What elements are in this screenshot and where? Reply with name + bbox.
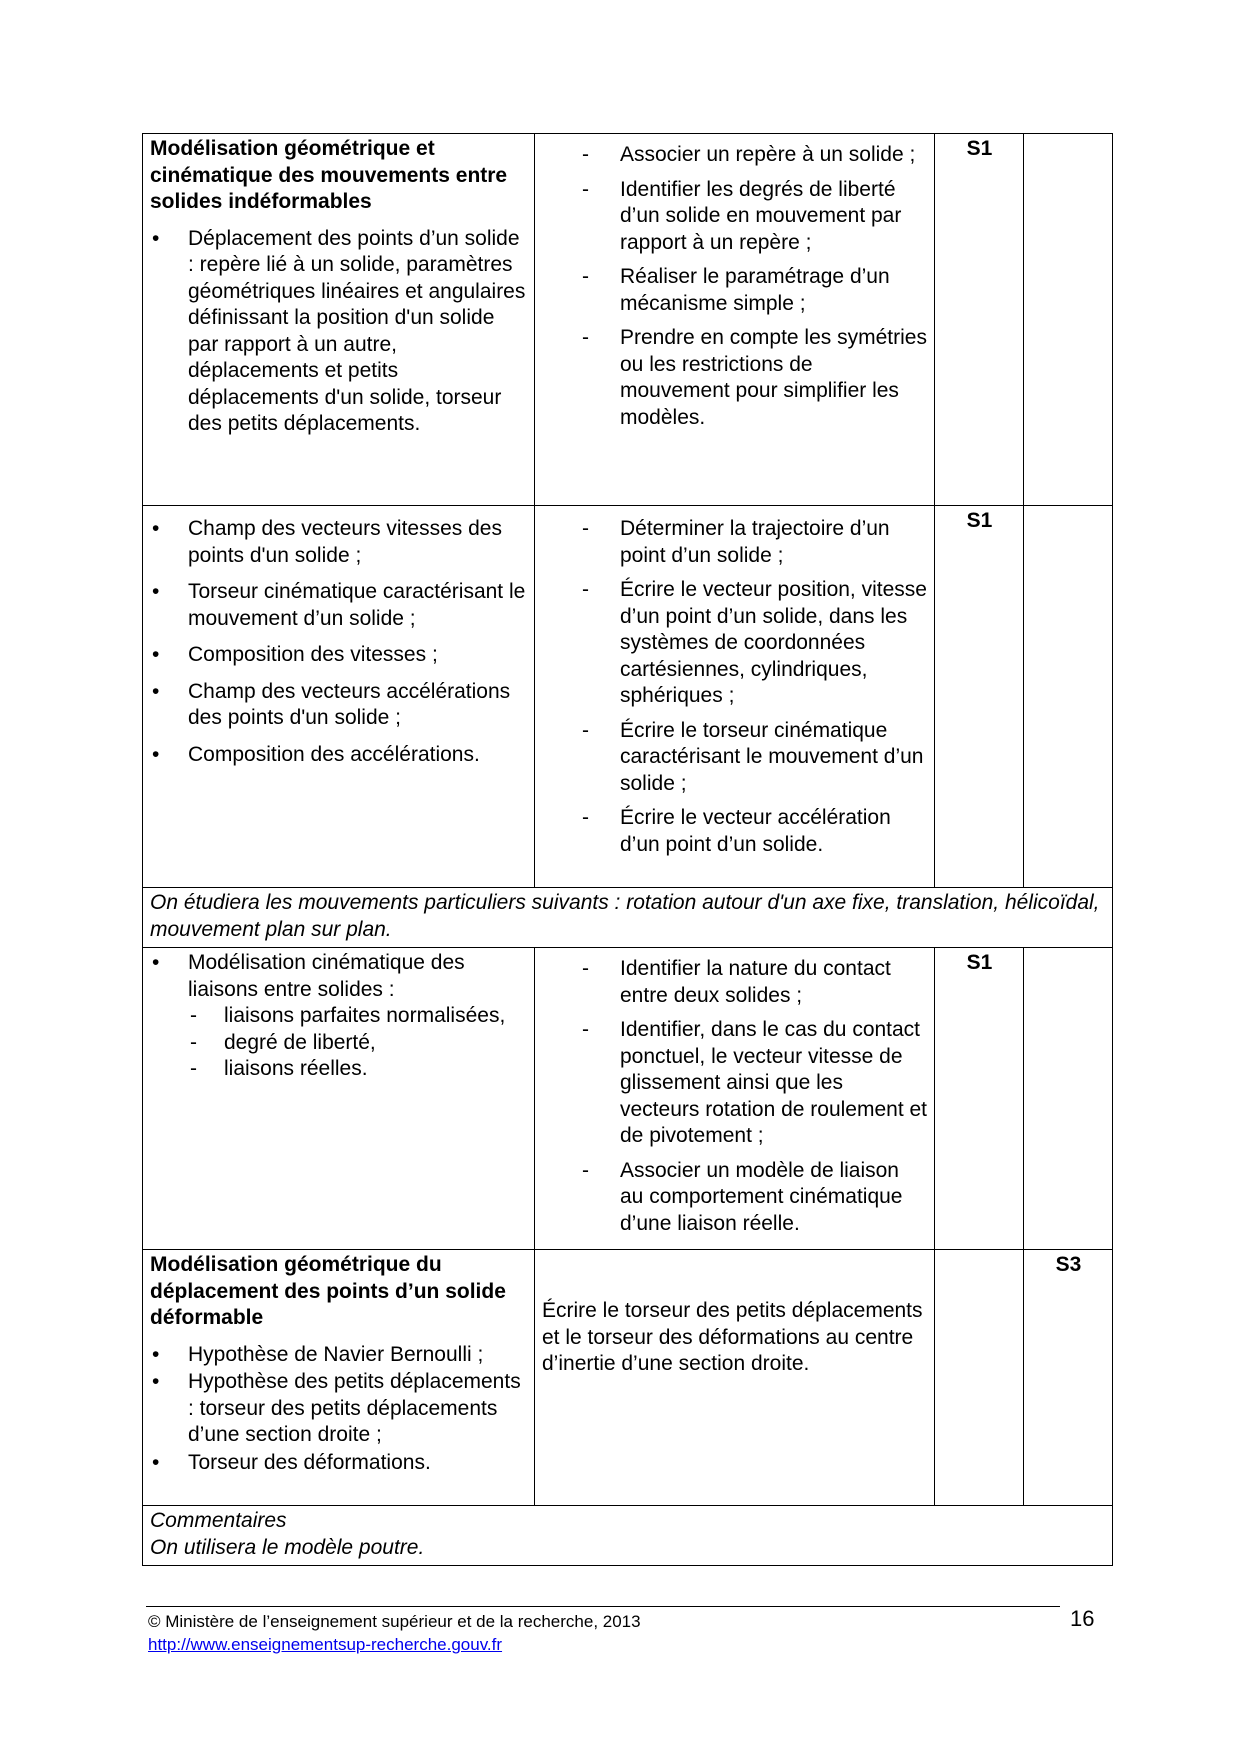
program-table bbox=[142, 133, 1113, 1566]
skill-text: Écrire le torseur des petits déplacements et le torseur des déformations au centre d’inertie d’une section droite. bbox=[542, 1299, 923, 1375]
list-item: • Torseur cinématique caractérisant le mouvement d’un solide ; bbox=[150, 579, 528, 632]
content-cell bbox=[143, 506, 535, 888]
footer-link[interactable]: http://www.enseignementsup-recherche.gouv.fr bbox=[148, 1635, 503, 1654]
skill-item: - Identifier la nature du contact entre deux solides ; bbox=[542, 956, 928, 1009]
skills-cell bbox=[535, 134, 935, 506]
sub-item: - liaisons parfaites normalisées, bbox=[188, 1003, 528, 1030]
footer bbox=[148, 1610, 641, 1656]
level-cell-empty bbox=[1024, 506, 1113, 888]
skills-cell bbox=[535, 506, 935, 888]
level-cell-empty bbox=[1024, 948, 1113, 1250]
list-item: • Champ des vecteurs accélérations des points d'un solide ; bbox=[150, 679, 528, 732]
list-item bbox=[150, 950, 528, 1083]
skills-cell bbox=[535, 1250, 935, 1506]
section-heading: Modélisation géométrique et cinématique des mouvements entre solides indéformables bbox=[150, 137, 508, 213]
skill-item: - Écrire le vecteur position, vitesse d’un point d’un solide, dans les systèmes de coordonnées cartésiennes, cylindriques, sphériques ; bbox=[542, 577, 928, 710]
content-cell bbox=[143, 948, 535, 1250]
footer-divider bbox=[146, 1606, 1060, 1607]
table-row bbox=[143, 506, 1113, 888]
content-cell bbox=[143, 134, 535, 506]
skill-item: - Déterminer la trajectoire d’un point d’un solide ; bbox=[542, 516, 928, 569]
list-item: • Composition des accélérations. bbox=[150, 742, 528, 769]
list-item: • Déplacement des points d’un solide : repère lié à un solide, paramètres géométriques linéaires et angulaires définissant la position d'un solide par rapport à un autre, déplacements et petits déplacements d'un solide, torseur des petits déplacements. bbox=[150, 226, 528, 438]
level-cell: S1 bbox=[935, 506, 1024, 888]
list-item: • Hypothèse de Navier Bernoulli ; bbox=[150, 1342, 528, 1369]
comments-cell bbox=[143, 1506, 1113, 1566]
table-row bbox=[143, 888, 1113, 948]
page-number: 16 bbox=[1070, 1606, 1095, 1631]
table-row bbox=[143, 948, 1113, 1250]
skill-item: - Identifier, dans le cas du contact ponctuel, le vecteur vitesse de glissement ainsi que les vecteurs rotation de roulement et de pivotement ; bbox=[542, 1017, 928, 1150]
comments-title: Commentaires bbox=[150, 1509, 287, 1532]
skill-item: - Écrire le torseur cinématique caractérisant le mouvement d’un solide ; bbox=[542, 718, 928, 798]
footer-copyright: © Ministère de l’enseignement supérieur et de la recherche, 2013 bbox=[148, 1612, 641, 1631]
sub-item: - degré de liberté, bbox=[188, 1030, 528, 1057]
table-row bbox=[143, 1250, 1113, 1506]
section-heading: Modélisation géométrique du déplacement des points d’un solide déformable bbox=[150, 1253, 506, 1329]
note-cell: On étudiera les mouvements particuliers suivants : rotation autour d'un axe fixe, translation, hélicoïdal, mouvement plan sur plan. bbox=[143, 888, 1113, 948]
list-item: • Composition des vitesses ; bbox=[150, 642, 528, 669]
skill-item: - Prendre en compte les symétries ou les restrictions de mouvement pour simplifier les modèles. bbox=[542, 325, 928, 431]
skill-item: - Associer un repère à un solide ; bbox=[542, 142, 928, 169]
sub-item: - liaisons réelles. bbox=[188, 1056, 528, 1083]
level-cell-empty bbox=[935, 1250, 1024, 1506]
list-item: • Torseur des déformations. bbox=[150, 1450, 528, 1477]
level-cell: S3 bbox=[1024, 1250, 1113, 1506]
skills-cell bbox=[535, 948, 935, 1250]
list-item: • Hypothèse des petits déplacements : torseur des petits déplacements d’une section droite ; bbox=[150, 1369, 528, 1449]
skill-item: - Réaliser le paramétrage d’un mécanisme simple ; bbox=[542, 264, 928, 317]
list-item: • Champ des vecteurs vitesses des points d'un solide ; bbox=[150, 516, 528, 569]
level-cell-empty bbox=[1024, 134, 1113, 506]
level-cell: S1 bbox=[935, 948, 1024, 1250]
table-row bbox=[143, 134, 1113, 506]
skill-item: - Associer un modèle de liaison au comportement cinématique d’une liaison réelle. bbox=[542, 1158, 928, 1238]
table-row bbox=[143, 1506, 1113, 1566]
list-item-text: Modélisation cinématique des liaisons entre solides : bbox=[188, 951, 465, 1001]
comments-text: On utilisera le modèle poutre. bbox=[150, 1535, 425, 1559]
level-cell: S1 bbox=[935, 134, 1024, 506]
skill-item: - Écrire le vecteur accélération d’un point d’un solide. bbox=[542, 805, 928, 858]
content-cell bbox=[143, 1250, 535, 1506]
skill-item: - Identifier les degrés de liberté d’un solide en mouvement par rapport à un repère ; bbox=[542, 177, 928, 257]
